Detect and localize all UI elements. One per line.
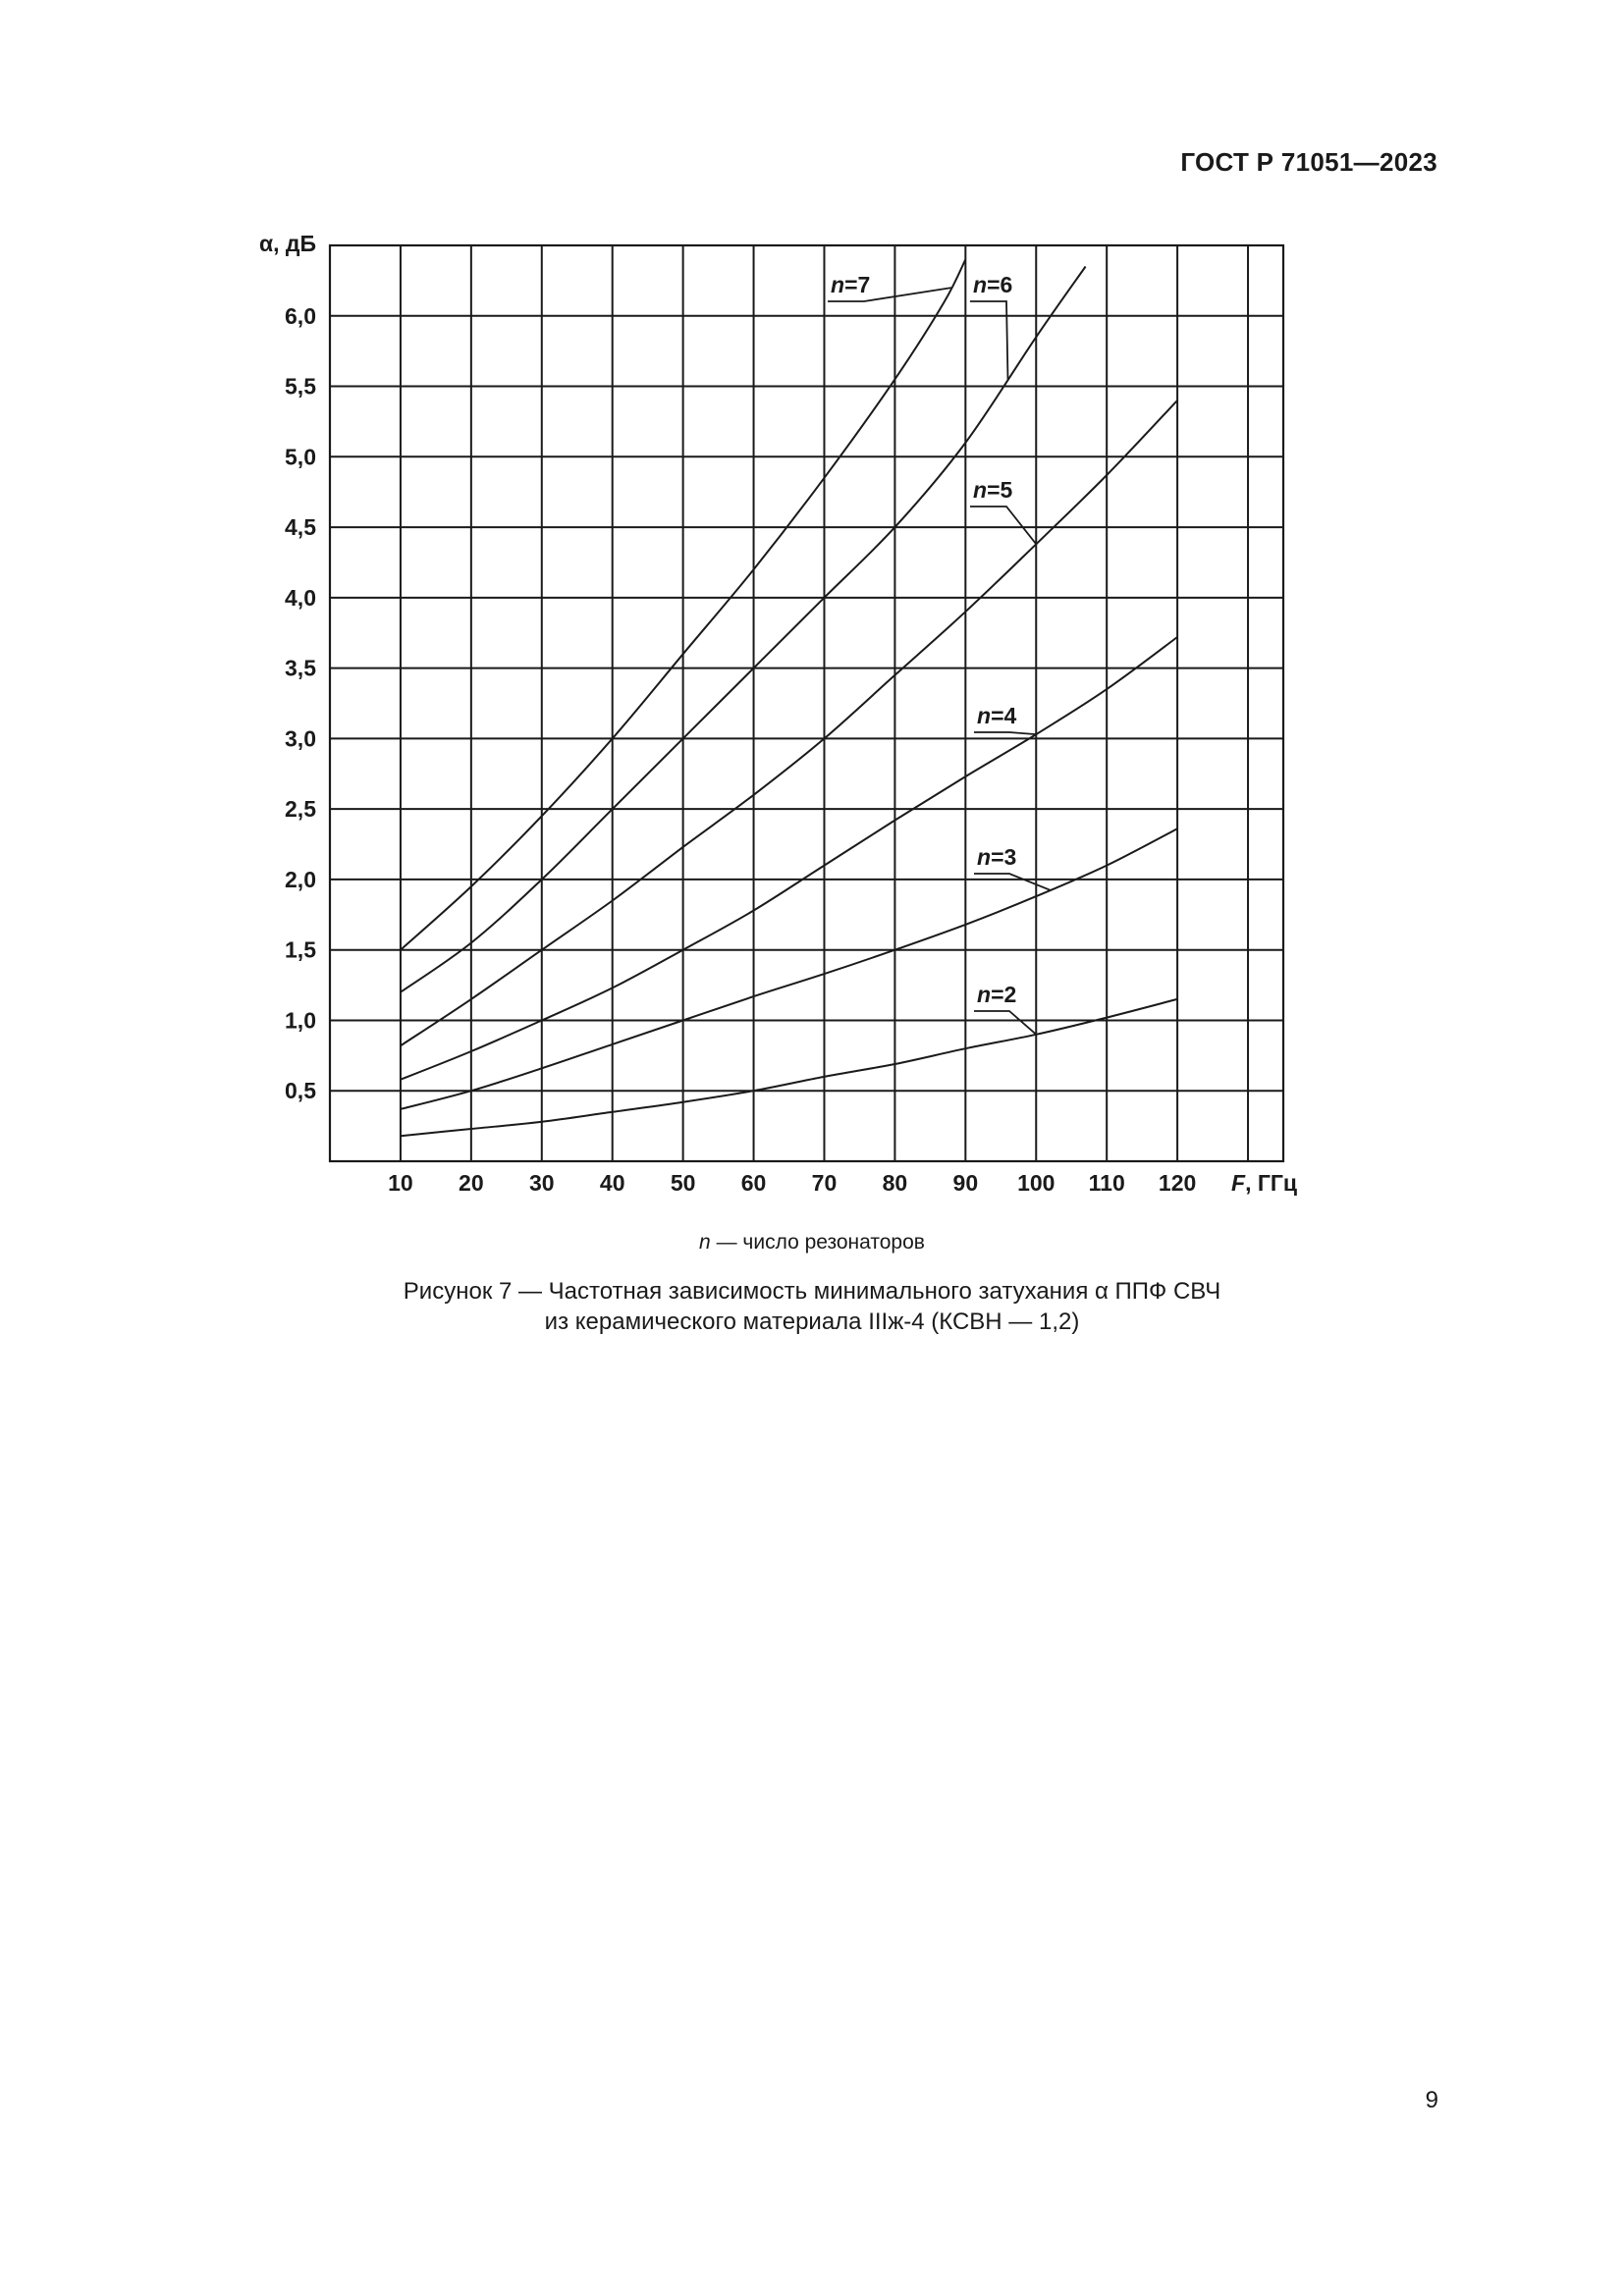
- y-tick-label: 4,0: [285, 584, 316, 611]
- chart-curves: [401, 259, 1177, 1136]
- curve-label-leader: [974, 1011, 1036, 1035]
- legend-note-text: — число резонаторов: [710, 1231, 925, 1254]
- y-tick-label: 0,5: [285, 1078, 316, 1104]
- curve-label-value: =4: [991, 703, 1017, 728]
- curve-label-leader: [970, 301, 1008, 379]
- series-line-n-3: [401, 828, 1177, 1109]
- curve-label-leader: [970, 507, 1036, 544]
- y-tick-label: 5,5: [285, 373, 316, 400]
- curve-label-symbol: n: [977, 982, 992, 1007]
- x-tick-label: 110: [1088, 1170, 1125, 1196]
- curve-label-symbol: n: [973, 272, 988, 297]
- x-axis-unit: , ГГц: [1245, 1170, 1298, 1196]
- series-line-n-4: [401, 637, 1177, 1080]
- x-tick-label: 80: [882, 1170, 908, 1196]
- curve-label-value: =5: [987, 477, 1013, 503]
- chart-ticks: [285, 303, 1196, 1196]
- x-tick-label: 90: [952, 1170, 979, 1196]
- y-tick-label: 2,5: [285, 796, 316, 823]
- x-tick-label: 60: [740, 1170, 767, 1196]
- x-axis-symbol: F: [1231, 1170, 1246, 1196]
- curve-label-value: =6: [987, 272, 1013, 297]
- chart-grid: [330, 245, 1283, 1161]
- x-tick-label: 70: [811, 1170, 838, 1196]
- x-tick-label: 30: [528, 1170, 555, 1196]
- curve-label-symbol: n: [831, 272, 845, 297]
- plot-frame: [330, 245, 1283, 1161]
- y-tick-label: 3,0: [285, 725, 316, 752]
- y-tick-label: 5,0: [285, 444, 316, 470]
- curve-label-symbol: n: [973, 477, 988, 503]
- y-tick-label: 3,5: [285, 655, 316, 681]
- series-line-n-5: [401, 400, 1177, 1045]
- curve-label-n-7: [831, 272, 870, 297]
- curve-label-value: =2: [991, 982, 1017, 1007]
- caption-line-1: Рисунок 7 — Частотная зависимость минимального затухания α ППФ СВЧ: [403, 1278, 1221, 1305]
- x-tick-label: 120: [1158, 1170, 1197, 1196]
- curve-label-n-5: [973, 477, 1012, 503]
- curve-label-symbol: n: [977, 844, 992, 870]
- curve-label-n-6: [973, 272, 1012, 297]
- legend-note: [0, 1231, 1624, 1255]
- curve-label-symbol: n: [977, 703, 992, 728]
- curve-label-n-2: [977, 982, 1016, 1007]
- curve-label-leader: [974, 732, 1036, 734]
- page-number: 9: [1425, 2087, 1438, 2113]
- caption-line-2: из керамического материала IIIж-4 (КСВН — 1,2): [544, 1308, 1080, 1335]
- y-tick-label: 6,0: [285, 302, 316, 329]
- y-tick-label: 1,5: [285, 936, 316, 963]
- x-tick-label: 10: [388, 1170, 413, 1196]
- x-tick-label: 100: [1017, 1170, 1056, 1196]
- legend-note-symbol: n: [699, 1231, 711, 1254]
- x-tick-label: 20: [459, 1170, 484, 1196]
- document-code: ГОСТ Р 71051—2023: [1180, 147, 1437, 177]
- y-tick-label: 4,5: [285, 514, 316, 541]
- curve-label-n-4: [977, 703, 1016, 728]
- curve-label-value: =3: [991, 844, 1017, 870]
- x-tick-label: 40: [599, 1170, 625, 1196]
- figure-caption: [0, 1276, 1624, 1337]
- x-tick-label: 50: [670, 1170, 696, 1196]
- y-tick-label: 2,0: [285, 866, 316, 892]
- series-line-n-6: [401, 267, 1086, 992]
- x-axis-title: [1231, 1170, 1297, 1196]
- curve-label-n-3: [977, 844, 1016, 870]
- y-axis-title: α, дБ: [259, 231, 317, 256]
- curve-label-value: =7: [844, 272, 871, 297]
- curve-label-leader: [974, 874, 1051, 890]
- y-tick-label: 1,0: [285, 1007, 316, 1034]
